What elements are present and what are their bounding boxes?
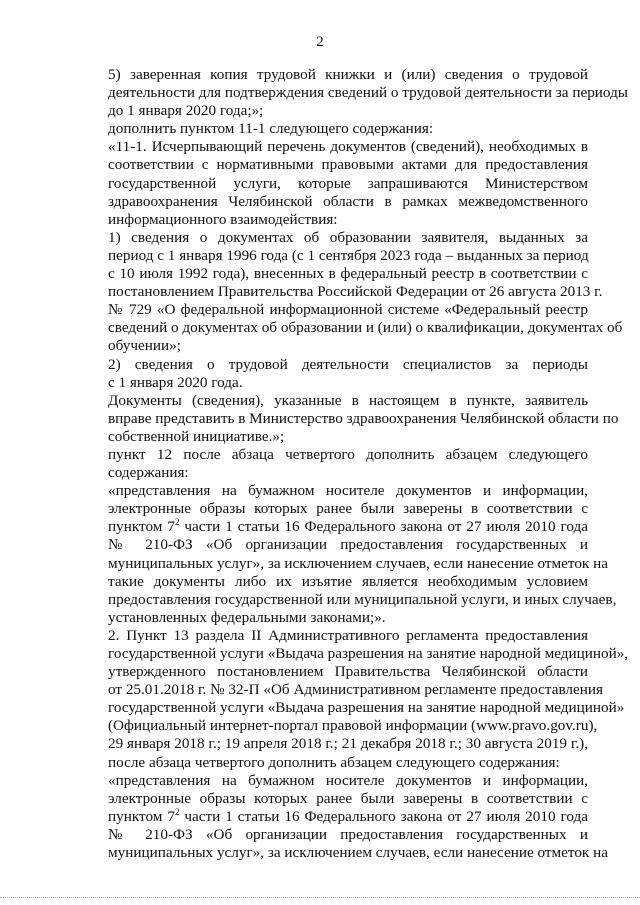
document-body [76, 66, 629, 862]
text-line: с 10 июля 1992 года), внесенных в федеральный реестр в соответствии с [108, 265, 588, 283]
text-line: предоставления государственной или муниципальной услуги, и иных случаев, [108, 590, 617, 608]
text-line: дополнить пунктом 11-1 следующего содержания: [108, 120, 434, 138]
text-line: деятельности для подтверждения сведений о трудовой деятельности за периоды [108, 84, 629, 102]
paragraph-amend-12 [76, 446, 588, 482]
paragraph-amend-13 [76, 626, 629, 772]
text-line: период с 1 января 1996 года (с 1 сентября 2023 года – выданных за период [108, 246, 589, 264]
text-fragment: части 1 статьи 16 Федерального закона от 27 июля 2010 года [184, 807, 588, 825]
text-line: такие документы либо их изъятие является необходимым условием [108, 572, 588, 590]
text-line: обучении»; [108, 337, 181, 355]
text-line: «11-1. Исчерпывающий перечень документов (сведений), необходимых в [108, 138, 588, 156]
text-line: вправе представить в Министерство здравоохранения Челябинской области по [108, 409, 619, 427]
text-fragment: пунктом 7 [108, 518, 175, 536]
text-line: после абзаца четвертого дополнить абзацем следующего содержания: [108, 753, 560, 771]
paragraph-paper-documents-2 [76, 771, 608, 862]
page-number: 2 [316, 34, 324, 50]
text-line: государственной услуги «Выдача разрешения на занятие народной медициной» [108, 699, 625, 717]
superscript: 2 [174, 806, 180, 817]
text-line: 1) сведения о документах об образовании заявителя, выданных за [108, 228, 588, 246]
text-line: информационного взаимодействия: [108, 210, 338, 228]
text-line: с 1 января 2020 года. [108, 373, 243, 391]
text-line: содержания: [108, 464, 189, 482]
text-line: № 729 «О федеральной информационной системе «Федеральный реестр [108, 301, 588, 319]
paragraph-amend-11-1 [76, 120, 588, 138]
text-line: 29 января 2018 г.; 19 апреля 2018 г.; 21 декабря 2018 г.; 30 августа 2019 г.), [108, 735, 588, 753]
text-line: «представления на бумажном носителе документов и информации, [108, 482, 588, 500]
text-line: 2) сведения о трудовой деятельности специалистов за периоды [108, 355, 588, 373]
text-line: (Официальный интернет-портал правовой информации (www.pravo.gov.ru), [108, 717, 598, 735]
text-line: установленных федеральными законами;». [108, 608, 386, 626]
paragraph-paper-documents-1 [76, 482, 617, 627]
paragraph-11-1-intro [76, 138, 588, 228]
text-line: сведений о документах об образовании и (или) о квалификации, документах об [108, 319, 623, 337]
paragraph-list-item-2 [76, 356, 588, 392]
text-line: здравоохранения Челябинской области в рамках межведомственного [108, 192, 588, 210]
text-fragment: части 1 статьи 16 Федерального закона от 27 июля 2010 года [184, 518, 588, 536]
text-line: 2. Пункт 13 раздела II Административного регламента предоставления [108, 626, 588, 644]
text-line: до 1 января 2020 года;»; [108, 102, 264, 120]
text-line: государственной услуги «Выдача разрешения на занятие народной медициной», [108, 645, 629, 662]
text-line: № 210-ФЗ «Об организации предоставления государственных и [108, 825, 588, 843]
text-line: государственной услуги, которые запрашиваются Министерством [108, 174, 588, 192]
paragraph-list-item-1 [76, 228, 623, 356]
text-line: «представления на бумажном носителе документов и информации, [108, 771, 588, 789]
superscript: 2 [174, 517, 180, 528]
text-line: от 25.01.2018 г. № 32-П «Об Административном регламенте предоставления [108, 681, 603, 699]
text-line: муниципальных услуг», за исключением случаев, если нанесение отметок на [108, 554, 608, 572]
text-line [76, 518, 588, 536]
text-line: постановлением Правительства Российской Федерации от 26 августа 2013 г. [108, 283, 603, 301]
text-line [76, 808, 588, 826]
text-line: соответствии с нормативными правовыми актами для предоставления [108, 156, 588, 174]
text-line: электронные образы которых ранее были заверены в соответствии с [108, 500, 588, 518]
text-line: Документы (сведения), указанные в настоящем в пункте, заявитель [108, 391, 588, 409]
text-line: электронные образы которых ранее были заверены в соответствии с [108, 789, 588, 807]
text-line: пункт 12 после абзаца четвертого дополнить абзацем следующего [108, 445, 588, 463]
text-line: № 210-ФЗ «Об организации предоставления государственных и [108, 536, 588, 554]
text-line: утвержденного постановлением Правительства Челябинской области [108, 663, 588, 681]
text-line: собственной инициативе.»; [108, 427, 285, 445]
text-line: муниципальных услуг», за исключением случаев, если нанесение отметок на [108, 844, 608, 862]
text-line: 5) заверенная копия трудовой книжки и (или) сведения о трудовой [108, 66, 588, 83]
paragraph-own-initiative [76, 391, 619, 446]
text-fragment: пунктом 7 [108, 807, 175, 825]
paragraph-item-5 [76, 66, 629, 120]
scan-edge-line [0, 897, 640, 898]
